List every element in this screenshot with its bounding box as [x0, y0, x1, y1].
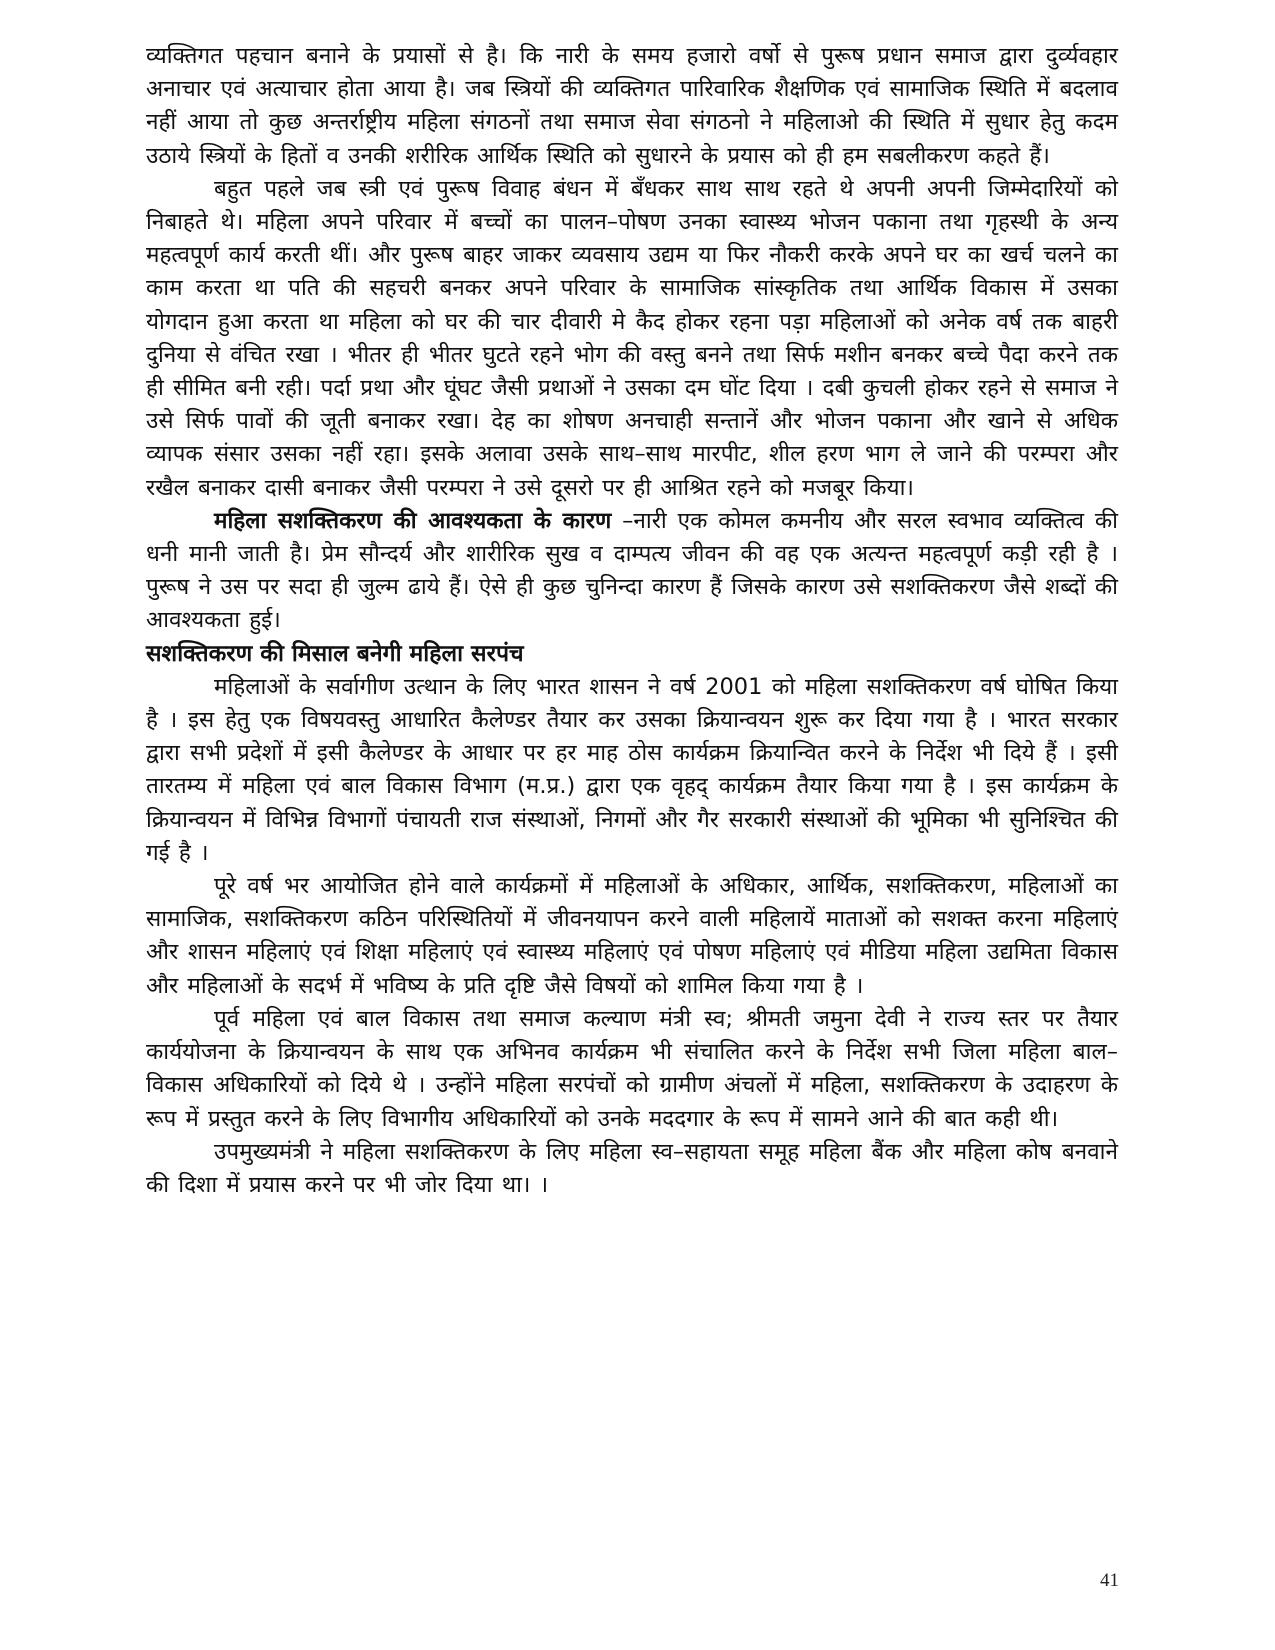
paragraph-1 — [146, 40, 1118, 173]
paragraph-3-lead: महिला सशक्तिकरण की आवश्यकता के कारण — [214, 507, 612, 534]
page-number: 41 — [1100, 1570, 1119, 1591]
document-page — [146, 40, 1118, 1202]
paragraph-1-text: व्यक्तिगत पहचान बनाने के प्रयासों से है। कि नारी के समय हजारो वर्षो से पुरूष प्रधान समाज द्वारा दुर्व्यवहार अनाचार एवं अत्याचार होता आया है। जब स्त्रियों की व्यक्तिगत पारिवारिक शैक्षणिक एवं सामाजिक स्थिति में बदलाव नहीं आया तो कुछ अन्तर्राष्ट्रीय महिला संगठनों तथा समाज सेवा संगठनो ने महिलाओ की स्थिति में सुधार हेतु कदम उठाये स्त्रियों के हितों व उनकी शरीरिक आर्थिक स्थिति को सुधारने के प्रयास को ही हम सबलीकरण कहते हैं। — [146, 43, 1118, 169]
paragraph-7 — [146, 1136, 1118, 1202]
paragraph-5-text: पूरे वर्ष भर आयोजित होने वाले कार्यक्रमों में महिलाओं के अधिकार, आर्थिक, सशक्तिकरण, महिलाओं का सामाजिक, सशक्तिकरण कठिन परिस्थितियों में जीवनयापन करने वाली महिलायें माताओं को सशक्त करना महिलाएं और शासन महिलाएं एवं शिक्षा महिलाएं एवं स्वास्थ्य महिलाएं एवं पोषण महिलाएं एवं मीडिया महिला उद्यमिता विकास और महिलाओं के सदर्भ में भविष्य के प्रति दृष्टि जैसे विषयों को शामिल किया गया है । — [146, 873, 1118, 999]
paragraph-2-text: बहुत पहले जब स्त्री एवं पुरूष विवाह बंधन में बँधकर साथ साथ रहते थे अपनी अपनी जिम्मेदारियों को निबाहते थे। महिला अपने परिवार में बच्चों का पालन–पोषण उनका स्वास्थ्य भोजन पकाना तथा गृहस्थी के अन्य महत्वपूर्ण कार्य करती थीं। और पुरूष बाहर जाकर व्यवसाय उद्यम या फिर नौकरी करके अपने घर का खर्च चलने का काम करता था पति की सहचरी बनकर अपने परिवार के सामाजिक सांस्कृतिक तथा आर्थिक विकास में उसका योगदान हुआ करता था महिला को घर की चार दीवारी मे कैद होकर रहना पड़ा महिलाओं को अनेक वर्ष तक बाहरी दुनिया से वंचित रखा । भीतर ही भीतर घुटते रहने भोग की वस्तु बनने तथा सिर्फ मशीन बनकर बच्चे पैदा करने तक ही सीमित बनी रही। पर्दा प्रथा और घूंघट जैसी प्रथाओं ने उसका दम घोंट दिया । दबी कुचली होकर रहने से समाज ने उसे सिर्फ पावों की जूती बनाकर रखा। देह का शोषण अनचाही सन्तानें और भोजन पकाना और खाने से अधिक व्यापक संसार उसका नहीं रहा। इसके अलावा उसके साथ–साथ मारपीट, शील हरण भाग ले जाने की परम्परा और रखैल बनाकर दासी बनाकर जैसी परम्परा ने उसे दूसरो पर ही आश्रित रहने को मजबूर किया। — [146, 175, 1118, 501]
paragraph-6 — [146, 1003, 1118, 1136]
paragraph-7-text: उपमुख्यमंत्री ने महिला सशक्तिकरण के लिए महिला स्व–सहायता समूह महिला बैंक और महिला कोष बनवाने की दिशा में प्रयास करने पर भी जोर दिया था। । — [146, 1138, 1118, 1198]
paragraph-2 — [146, 173, 1118, 505]
paragraph-3 — [146, 505, 1118, 638]
section-heading: सशक्तिकरण की मिसाल बनेगी महिला सरपंच — [146, 640, 524, 667]
paragraph-3-text: –नारी एक कोमल कमनीय और सरल स्वभाव व्यक्तित्व की धनी मानी जाती है। प्रेम सौन्दर्य और शारीरिक सुख व दाम्पत्य जीवन की वह एक अत्यन्त महत्वपूर्ण कड़ी रही है । पुरूष ने उस पर सदा ही जुल्म ढाये हैं। ऐसे ही कुछ चुनिन्दा कारण हैं जिसके कारण उसे सशक्तिकरण जैसे शब्दों की आवश्यकता हुई। — [146, 507, 1118, 634]
paragraph-6-text: पूर्व महिला एवं बाल विकास तथा समाज कल्याण मंत्री स्व; श्रीमती जमुना देवी ने राज्य स्तर पर तैयार कार्ययोजना के क्रियान्वयन के साथ एक अभिनव कार्यक्रम भी संचालित करने के निर्देश सभी जिला महिला बाल–विकास अधिकारियों को दिये थे । उन्होंने महिला सरपंचों को ग्रामीण अंचलों में महिला, सशक्तिकरण के उदाहरण के रूप में प्रस्तुत करने के लिए विभागीय अधिकारियों को उनके मददगार के रूप में सामने आने की बात कही थी। — [146, 1005, 1118, 1132]
paragraph-5 — [146, 870, 1118, 1003]
paragraph-4 — [146, 671, 1118, 870]
paragraph-4-text: महिलाओं के सर्वागीण उत्थान के लिए भारत शासन ने वर्ष 2001 को महिला सशक्तिकरण वर्ष घोषित किया है । इस हेतु एक विषयवस्तु आधारित कैलेण्डर तैयार कर उसका क्रियान्वयन शुरू कर दिया गया है । भारत सरकार द्वारा सभी प्रदेशों में इसी कैलेण्डर के आधार पर हर माह ठोस कार्यक्रम क्रियान्वित करने के निर्देश भी दिये हैं । इसी तारतम्य में महिला एवं बाल विकास विभाग (म.प्र.) द्वारा एक वृहद् कार्यक्रम तैयार किया गया है । इस कार्यक्रम के क्रियान्वयन में विभिन्न विभागों पंचायती राज संस्थाओं, निगमों और गैर सरकारी संस्थाओं की भूमिका भी सुनिश्चित की गई है । — [146, 673, 1118, 866]
